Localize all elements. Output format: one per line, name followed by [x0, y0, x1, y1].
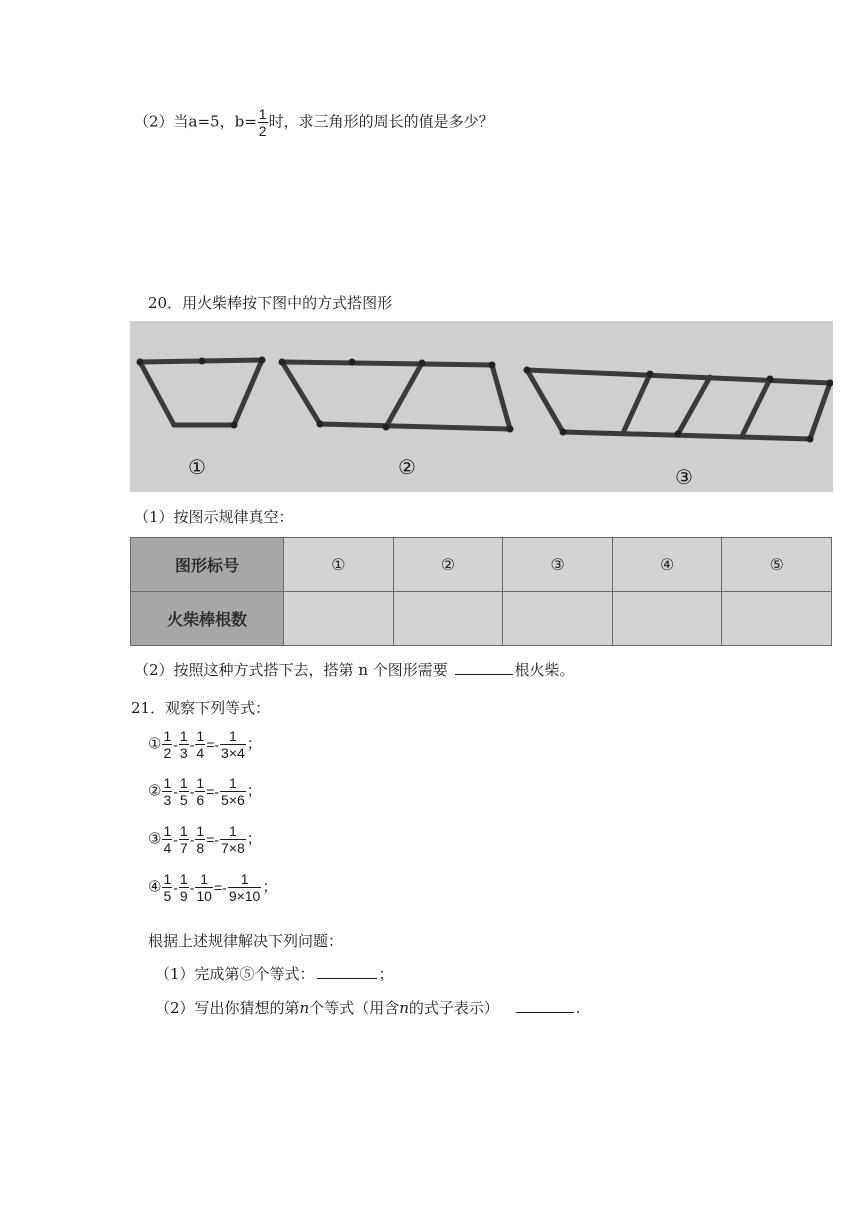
q21-sub2-text: 的式子表示） [408, 999, 499, 1017]
matchstick-figure-photo [130, 321, 833, 492]
figure-label-2: ② [398, 455, 416, 479]
denominator: 4 [196, 745, 205, 761]
equation-mark: ② [148, 781, 162, 800]
denominator: 10 [196, 888, 212, 904]
fraction [220, 728, 246, 761]
denominator: 8 [196, 840, 205, 856]
equation-2 [148, 775, 262, 808]
fraction [220, 775, 246, 808]
equation-1 [148, 728, 262, 761]
denominator: 3×4 [221, 745, 245, 761]
table-header-match-count: 火柴棒根数 [131, 592, 284, 646]
equals-sign: =- [206, 783, 220, 800]
q19-part2 [134, 106, 494, 139]
equation-mark: ④ [148, 877, 162, 896]
table-row [131, 538, 832, 592]
equation-end: ； [246, 781, 262, 800]
fraction [162, 871, 172, 904]
fraction-numerator: 1 [258, 106, 267, 122]
numerator: 1 [179, 728, 188, 744]
q20-title: 20．用火柴棒按下图中的方式搭图形 [148, 294, 393, 312]
numerator: 1 [200, 871, 209, 887]
minus-sign: - [189, 831, 195, 848]
fraction [179, 823, 189, 856]
minus-sign: - [189, 736, 195, 753]
numerator: 1 [229, 823, 237, 839]
numerator: 1 [179, 871, 188, 887]
equation-end: ； [262, 877, 278, 896]
q20-part2 [134, 659, 575, 680]
variable-n: n [399, 999, 409, 1017]
denominator: 9 [179, 888, 188, 904]
answer-blank[interactable] [455, 674, 513, 675]
numerator: 1 [229, 775, 237, 791]
fraction [195, 871, 213, 904]
fraction [179, 728, 189, 761]
fraction [162, 775, 172, 808]
equation-end: ； [246, 734, 262, 753]
denominator: 2 [163, 745, 172, 761]
fraction [195, 775, 205, 808]
denominator: 7×8 [221, 840, 245, 856]
q21-title: 21．观察下列等式： [131, 699, 271, 717]
q21-sub1 [155, 963, 394, 984]
denominator: 5 [163, 888, 172, 904]
denominator: 3 [179, 745, 188, 761]
numerator: 1 [229, 728, 237, 744]
fraction [195, 728, 205, 761]
equation-end: ； [246, 829, 262, 848]
fraction [228, 871, 262, 904]
denominator: 5×6 [221, 792, 245, 808]
table-answer-cell[interactable] [393, 592, 503, 646]
q19-part2-suffix: 时，求三角形的周长的值是多少？ [268, 112, 494, 131]
q21-sub1-suffix: ； [378, 965, 394, 983]
variable-n: n [299, 999, 310, 1017]
q21-sub2 [155, 997, 580, 1018]
denominator: 9×10 [228, 888, 261, 904]
table-cell: ③ [503, 538, 613, 592]
fraction-denominator: 2 [258, 123, 267, 139]
minus-sign: - [173, 879, 178, 896]
table-answer-cell[interactable] [612, 592, 722, 646]
q21-sub2-text: 个等式（用含 [309, 999, 400, 1017]
numerator: 1 [179, 823, 188, 839]
q21-sub2-suffix: . [575, 999, 581, 1017]
fraction [195, 823, 205, 856]
denominator: 7 [179, 840, 188, 856]
q21-intro: 根据上述规律解决下列问题： [148, 932, 344, 950]
numerator: 1 [163, 728, 172, 744]
table-cell: ④ [612, 538, 722, 592]
table-answer-cell[interactable] [503, 592, 613, 646]
q21-sub1-prefix: （1）完成第⑤个等式： [155, 965, 315, 983]
fraction [179, 775, 189, 808]
equation-mark: ① [148, 734, 162, 753]
equals-sign: =- [213, 879, 227, 896]
answer-blank[interactable] [516, 1012, 574, 1013]
numerator: 1 [163, 775, 172, 791]
table-cell: ② [393, 538, 503, 592]
answer-blank[interactable] [317, 978, 377, 979]
denominator: 3 [163, 792, 172, 808]
minus-sign: - [173, 831, 178, 848]
table-row [131, 592, 832, 646]
table-answer-cell[interactable] [722, 592, 832, 646]
fraction [179, 871, 189, 904]
denominator: 5 [179, 792, 188, 808]
numerator: 1 [179, 775, 188, 791]
equals-sign: =- [206, 831, 220, 848]
table-header-figure-number: 图形标号 [131, 538, 284, 592]
table-cell: ① [284, 538, 394, 592]
equation-4 [148, 871, 277, 904]
minus-sign: - [173, 736, 178, 753]
numerator: 1 [240, 871, 249, 887]
numerator: 1 [196, 823, 205, 839]
q21-sub2-text: （2）写出你猜想的第 [155, 999, 300, 1017]
minus-sign: - [189, 783, 195, 800]
q19-part2-prefix: （2）当a=5，b= [134, 112, 257, 131]
q20-part2-prefix: （2）按照这种方式搭下去，搭第 n 个图形需要 [134, 661, 448, 679]
table-cell: ⑤ [722, 538, 832, 592]
numerator: 1 [163, 823, 172, 839]
q20-part1: （1）按图示规律真空： [134, 508, 294, 526]
equals-sign: =- [206, 736, 220, 753]
figure-label-1: ① [188, 455, 206, 479]
table-answer-cell[interactable] [284, 592, 394, 646]
numerator: 1 [163, 871, 172, 887]
matchstick-count-table [130, 537, 832, 646]
numerator: 1 [196, 728, 205, 744]
denominator: 4 [163, 840, 172, 856]
equation-3 [148, 823, 262, 856]
fraction [162, 823, 172, 856]
fraction [220, 823, 246, 856]
minus-sign: - [189, 879, 195, 896]
fraction-half [258, 106, 268, 139]
numerator: 1 [196, 775, 205, 791]
figure-label-3: ③ [675, 465, 693, 489]
equation-mark: ③ [148, 829, 162, 848]
minus-sign: - [173, 783, 178, 800]
q20-part2-suffix: 根火柴。 [514, 661, 575, 679]
denominator: 6 [196, 792, 205, 808]
fraction [162, 728, 172, 761]
